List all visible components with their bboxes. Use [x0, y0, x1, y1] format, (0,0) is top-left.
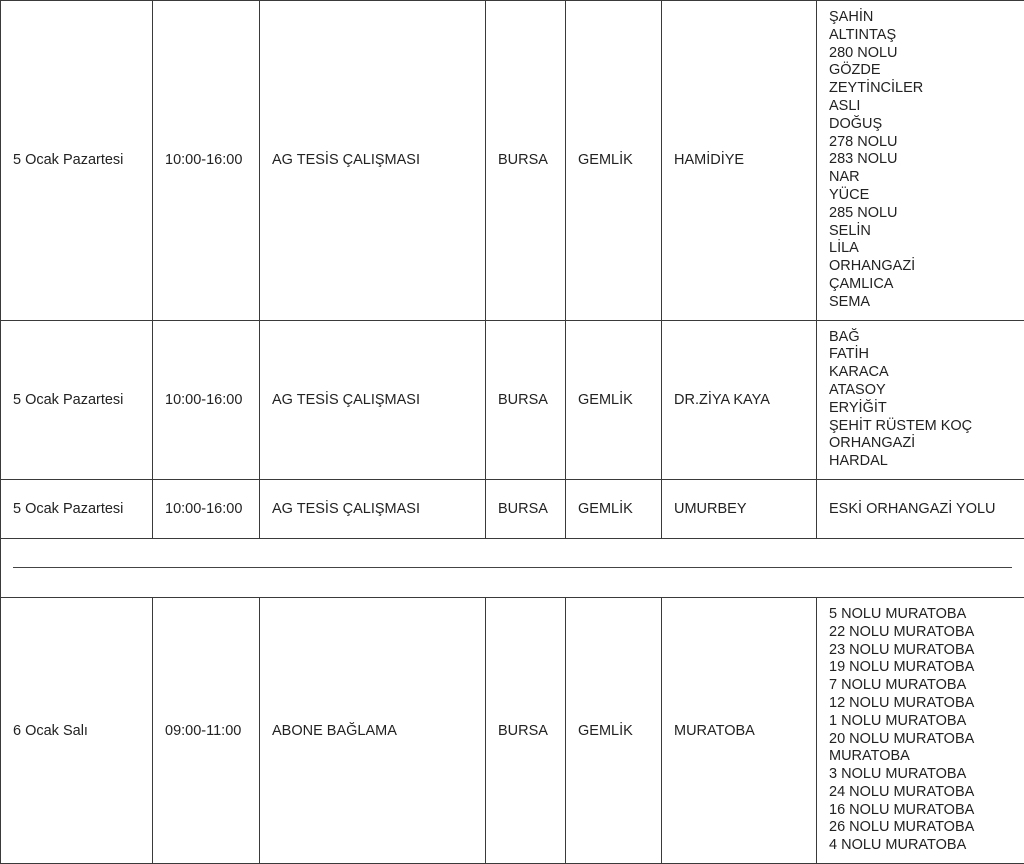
street-item: 280 NOLU [829, 45, 1012, 63]
street-item: 283 NOLU [829, 151, 1012, 169]
street-item: ŞEHİT RÜSTEM KOÇ [829, 418, 1012, 436]
street-item: 24 NOLU MURATOBA [829, 784, 1012, 802]
street-item: 1 NOLU MURATOBA [829, 713, 1012, 731]
street-item: 4 NOLU MURATOBA [829, 837, 1012, 855]
district-cell: GEMLİK [566, 479, 662, 538]
street-item: KARACA [829, 364, 1012, 382]
city-cell: BURSA [486, 320, 566, 479]
date-cell: 5 Ocak Pazartesi [1, 1, 153, 321]
neighborhood-cell: DR.ZİYA KAYA [662, 320, 817, 479]
work-type-cell: ABONE BAĞLAMA [260, 597, 486, 863]
street-item: 16 NOLU MURATOBA [829, 802, 1012, 820]
city-cell: BURSA [486, 479, 566, 538]
work-type-cell: AG TESİS ÇALIŞMASI [260, 479, 486, 538]
street-item: 20 NOLU MURATOBA [829, 731, 1012, 749]
street-item: ATASOY [829, 382, 1012, 400]
street-item: 19 NOLU MURATOBA [829, 659, 1012, 677]
street-item: ORHANGAZİ [829, 258, 1012, 276]
work-type-cell: AG TESİS ÇALIŞMASI [260, 320, 486, 479]
streets-cell [817, 597, 1024, 863]
neighborhood-cell: HAMİDİYE [662, 1, 817, 321]
street-item: ŞAHİN [829, 9, 1012, 27]
street-item: LİLA [829, 240, 1012, 258]
street-item: 285 NOLU [829, 205, 1012, 223]
neighborhood-cell: UMURBEY [662, 479, 817, 538]
neighborhood-cell: MURATOBA [662, 597, 817, 863]
time-cell: 10:00-16:00 [153, 479, 260, 538]
street-item: 7 NOLU MURATOBA [829, 677, 1012, 695]
streets-cell [817, 1, 1024, 321]
work-type-cell: AG TESİS ÇALIŞMASI [260, 1, 486, 321]
table-row [1, 1, 1024, 321]
streets-cell [817, 479, 1024, 538]
street-item: GÖZDE [829, 62, 1012, 80]
table-row [1, 479, 1024, 538]
streets-cell [817, 320, 1024, 479]
street-item: ORHANGAZİ [829, 435, 1012, 453]
date-cell: 5 Ocak Pazartesi [1, 479, 153, 538]
street-item: 5 NOLU MURATOBA [829, 606, 1012, 624]
street-item: YÜCE [829, 187, 1012, 205]
street-item: BAĞ [829, 329, 1012, 347]
city-cell: BURSA [486, 597, 566, 863]
street-item: DOĞUŞ [829, 116, 1012, 134]
district-cell: GEMLİK [566, 1, 662, 321]
table-row [1, 320, 1024, 479]
street-item: MURATOBA [829, 748, 1012, 766]
separator-cell [1, 538, 1024, 597]
table-row [1, 597, 1024, 863]
time-cell: 10:00-16:00 [153, 1, 260, 321]
city-cell: BURSA [486, 1, 566, 321]
date-cell: 6 Ocak Salı [1, 597, 153, 863]
street-item: FATİH [829, 346, 1012, 364]
horizontal-rule [13, 567, 1012, 568]
street-item: 278 NOLU [829, 134, 1012, 152]
street-item: SELİN [829, 223, 1012, 241]
street-item: 23 NOLU MURATOBA [829, 642, 1012, 660]
separator-row [1, 538, 1024, 597]
street-item: 3 NOLU MURATOBA [829, 766, 1012, 784]
district-cell: GEMLİK [566, 597, 662, 863]
street-item: ERYİĞİT [829, 400, 1012, 418]
street-item: 12 NOLU MURATOBA [829, 695, 1012, 713]
time-cell: 10:00-16:00 [153, 320, 260, 479]
district-cell: GEMLİK [566, 320, 662, 479]
street-item: HARDAL [829, 453, 1012, 471]
street-item: ÇAMLICA [829, 276, 1012, 294]
street-item: 26 NOLU MURATOBA [829, 819, 1012, 837]
time-cell: 09:00-11:00 [153, 597, 260, 863]
street-item: 22 NOLU MURATOBA [829, 624, 1012, 642]
street-item: ALTINTAŞ [829, 27, 1012, 45]
street-item: ZEYTİNCİLER [829, 80, 1012, 98]
date-cell: 5 Ocak Pazartesi [1, 320, 153, 479]
street-item: ESKİ ORHANGAZİ YOLU [829, 501, 1012, 517]
street-item: ASLI [829, 98, 1012, 116]
street-item: SEMA [829, 294, 1012, 312]
street-item: NAR [829, 169, 1012, 187]
